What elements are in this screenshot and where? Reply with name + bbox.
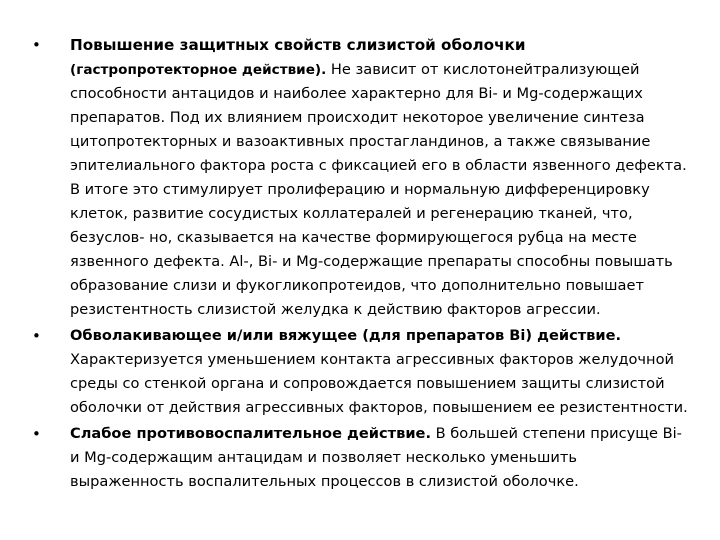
bullet-heading: Слабое противовоспалительное действие. <box>70 425 431 442</box>
bullet-coating <box>32 324 692 420</box>
bullet-subheading: (гастропротекторное действие). <box>70 62 327 78</box>
bullet-text: В большей степени присуще Bi- и Mg-содержащим антацидам и позволяет несколько уменьшить выраженность воспалительных процессов в слизистой оболочке. <box>70 425 682 490</box>
bullet-text: Не зависит от кислотонейтрализующей способности антацидов и наиболее характерно для Bi- и Mg-содержащих препаратов. Под их влиянием происходит некоторое увеличение синтеза цитопротекторных и вазоактивных простагландинов, а также связывание эпителиального фактора роста с фиксацией его в области язвенного дефекта. В итоге это стимулирует пролиферацию и нормальную дифференцировку клеток, развитие сосудистых коллатералей и регенерацию тканей, что, безуслов- но, сказывается на качестве формирующегося рубца на месте язвенного дефекта. Al-, Bi- и Mg-содержащие препараты способны повышать образование слизи и фукогликопротеидов, что дополнительно повышает резистентность слизистой желудка к действию факторов агрессии. <box>70 61 687 318</box>
bullet-marker: • <box>32 425 41 443</box>
bullet-anti-inflammatory <box>32 422 692 494</box>
bullet-marker: • <box>32 36 41 54</box>
bullet-text: Характеризуется уменьшением контакта агрессивных факторов желудочной среды со стенкой органа и сопровождается повышением защиты слизистой оболочки от действия агрессивных факторов, повышением ее резистентности. <box>70 351 688 416</box>
slide-content <box>32 33 692 496</box>
bullet-heading: Повышение защитных свойств слизистой оболочки <box>70 36 526 54</box>
bullet-marker: • <box>32 327 41 345</box>
bullet-gastroprotective <box>32 33 692 322</box>
bullet-heading: Обволакивающее и/или вяжущее (для препаратов Bi) действие. <box>70 327 622 344</box>
bullet-list <box>32 33 692 494</box>
